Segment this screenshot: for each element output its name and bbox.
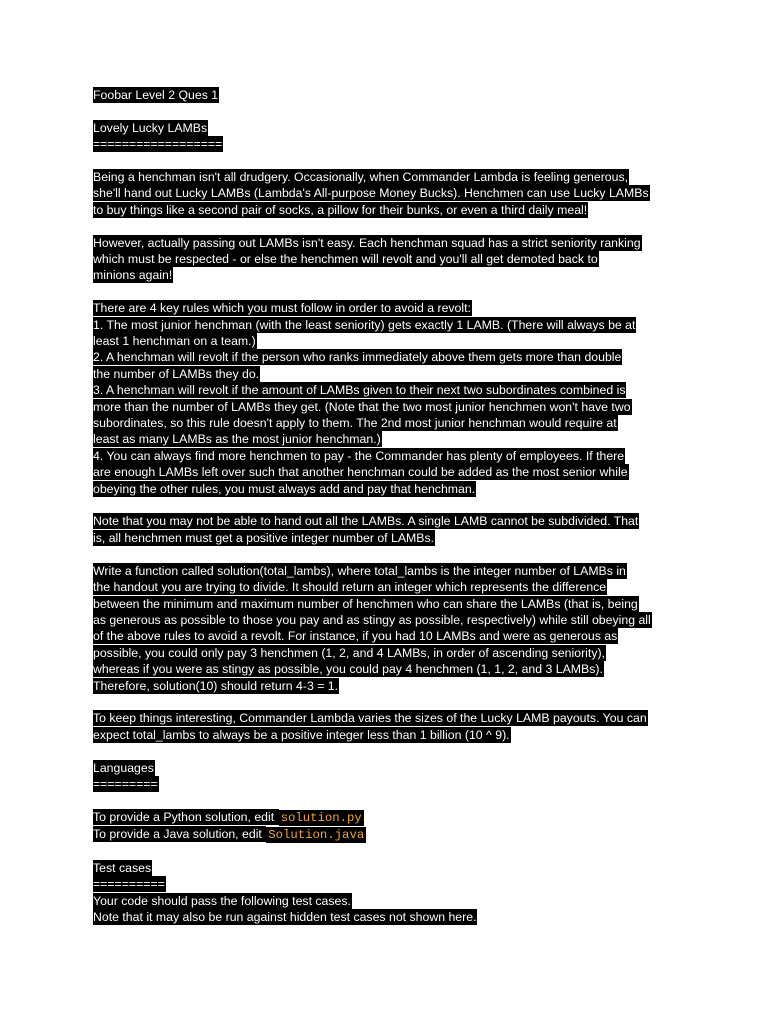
- rule-line: 1. The most junior henchman (with the least seniority) gets exactly 1 LAMB. (There will always be at: [93, 317, 636, 332]
- rule-line: are enough LAMBs left over such that another henchman could be added as the most senior while: [93, 465, 628, 480]
- rules-intro-line: There are 4 key rules which you must follow in order to avoid a revolt:: [93, 301, 471, 316]
- text-line: To keep things interesting, Commander Lambda varies the sizes of the Lucky LAMB payouts. You can: [93, 711, 647, 726]
- text-line: to buy things like a second pair of socks, a pillow for their bunks, or even a third daily meal!: [93, 202, 588, 217]
- seniority-paragraph: [93, 235, 678, 284]
- languages-heading-block: [93, 760, 678, 793]
- text-line: Being a henchman isn't all drudgery. Occasionally, when Commander Lambda is feeling generous,: [93, 170, 629, 184]
- text-line: minions again!: [93, 268, 173, 283]
- rule-line: 4. You can always find more henchmen to pay - the Commander has plenty of employees. If there: [93, 448, 625, 463]
- document-title: Foobar Level 2 Ques 1: [93, 88, 219, 102]
- payout-range-paragraph: [93, 710, 678, 743]
- java-filename: Solution.java: [268, 828, 365, 843]
- text-line: However, actually passing out LAMBs isn't easy. Each henchman squad has a strict seniority ranking: [93, 235, 641, 250]
- text-line: Your code should pass the following test cases.: [93, 893, 351, 908]
- rules-list: [93, 300, 678, 497]
- rule-line: obeying the other rules, you must always add and pay that henchman.: [93, 481, 476, 496]
- text-line: Note that you may not be able to hand out all the LAMBs. A single LAMB cannot be subdivided. That: [93, 514, 639, 529]
- test-cases-heading-rule: ==========: [93, 877, 165, 892]
- text-line: Therefore, solution(10) should return 4-3 = 1.: [93, 678, 339, 693]
- text-line: Note that it may also be run against hidden test cases not shown here.: [93, 910, 477, 925]
- text-line: which must be respected - or else the henchmen will revolt and you'll all get demoted back to: [93, 252, 598, 267]
- problem-heading-block: [93, 120, 678, 153]
- text-line: of the above rules to avoid a revolt. For instance, if you had 10 LAMBs and were as generous as: [93, 629, 618, 644]
- text-line: the handout you are trying to divide. It should return an integer which represents the difference: [93, 580, 607, 595]
- rule-line: more than the number of LAMBs they get. (Note that the two most junior henchmen won't have two: [93, 399, 631, 414]
- test-cases-block: [93, 860, 678, 926]
- document-page: [93, 87, 678, 942]
- rule-line: least as many LAMBs as the most junior henchman.): [93, 432, 381, 447]
- rule-line: 3. A henchman will revolt if the amount of LAMBs given to their next two subordinates combined is: [93, 383, 626, 398]
- languages-list: [93, 809, 678, 844]
- java-instruction: To provide a Java solution, edit: [93, 827, 266, 842]
- rule-line: the number of LAMBs they do.: [93, 366, 260, 381]
- text-line: is, all henchmen must get a positive integer number of LAMBs.: [93, 530, 435, 545]
- subdivision-note-paragraph: [93, 513, 678, 546]
- text-line: as generous as possible to those you pay and as stingy as possible, respectively) while still obeying all: [93, 612, 651, 627]
- function-spec-paragraph: [93, 563, 678, 694]
- problem-heading: Lovely Lucky LAMBs: [93, 120, 208, 135]
- text-line: expect total_lambs to always be a positive integer less than 1 billion (10 ^ 9).: [93, 727, 510, 742]
- languages-heading: Languages: [93, 760, 154, 775]
- python-instruction: To provide a Python solution, edit: [93, 809, 278, 824]
- rule-line: least 1 henchman on a team.): [93, 334, 256, 349]
- test-cases-heading: Test cases: [93, 860, 152, 875]
- languages-heading-rule: =========: [93, 776, 158, 791]
- text-line: Write a function called solution(total_lambs), where total_lambs is the integer number of LAMBs in: [93, 563, 626, 578]
- rule-line: subordinates, so this rule doesn't apply to them. The 2nd most junior henchman would require at: [93, 416, 617, 431]
- python-filename: solution.py: [280, 810, 362, 825]
- text-line: between the minimum and maximum number of henchmen who can share the LAMBs (that is, being: [93, 596, 638, 611]
- text-line: whereas if you were as stingy as possible, you could pay 4 henchmen (1, 1, 2, and 3 LAMBs).: [93, 662, 603, 677]
- text-line: possible, you could only pay 3 henchmen (1, 2, and 4 LAMBs, in order of ascending seniority),: [93, 645, 605, 660]
- problem-heading-rule: ==================: [93, 137, 223, 152]
- rule-line: 2. A henchman will revolt if the person who ranks immediately above them gets more than double: [93, 350, 622, 365]
- document-title-block: [93, 87, 678, 103]
- text-line: she'll hand out Lucky LAMBs (Lambda's All-purpose Money Bucks). Henchmen can use Lucky LAMBs: [93, 186, 649, 201]
- intro-paragraph: [93, 169, 678, 218]
